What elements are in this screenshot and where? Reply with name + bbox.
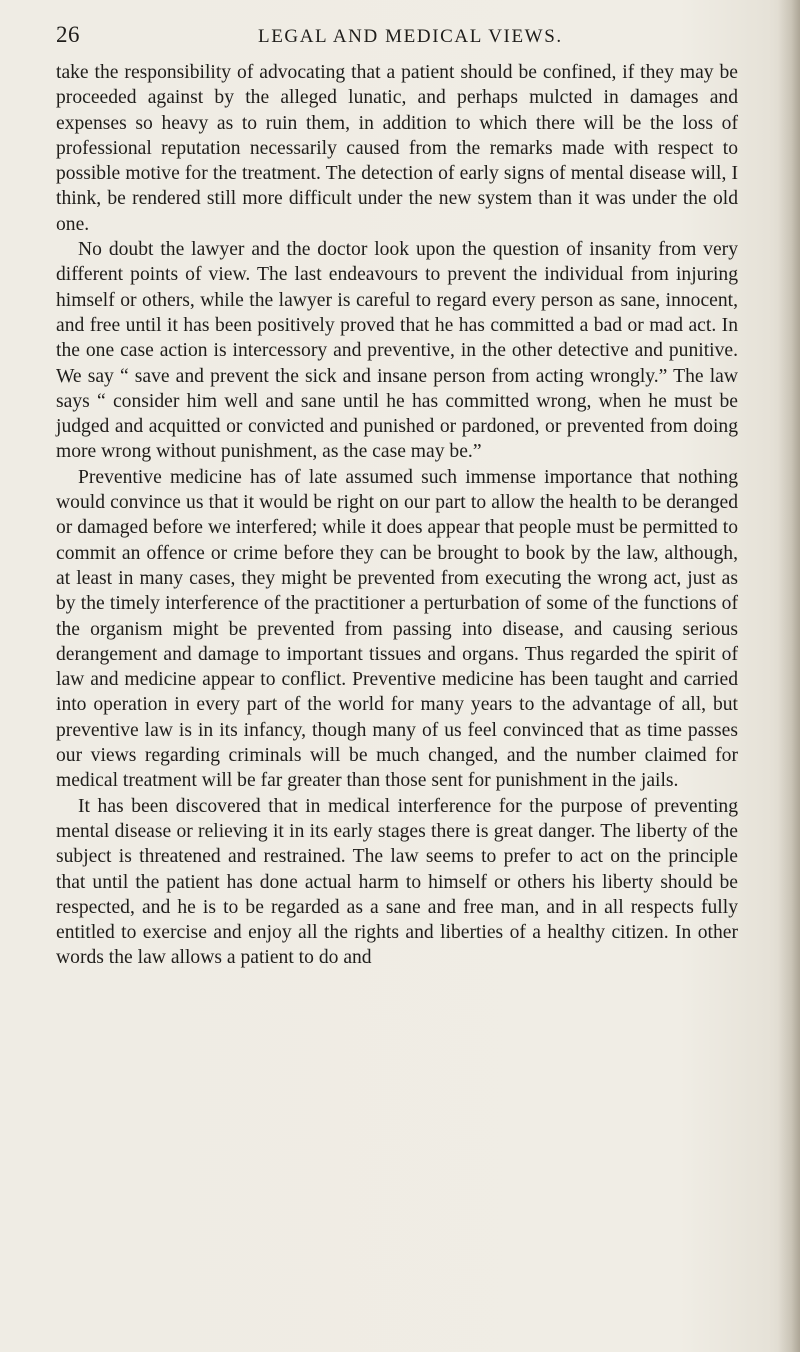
body-text xyxy=(56,60,738,971)
page-number: 26 xyxy=(56,22,80,47)
paragraph: take the responsibility of advocating that a patient should be confined, if they may be proceeded against by the alleged lunatic, and perhaps mulcted in damages and expenses so heavy as to ruin them, in addition to which there will be the loss of professional reputation necessarily caused from the remarks made with respect to possible motive for the treatment. The detection of early signs of mental disease will, I think, be rendered still more difficult under the new system than it was under the old one. xyxy=(56,62,738,235)
paragraph: No doubt the lawyer and the doctor look upon the question of insanity from very different points of view. The last endeavours to prevent the individual from injuring himself or others, while the lawyer is careful to regard every person as sane, innocent, and free until it has been positively proved that he has committed a bad or mad act. In the one case action is intercessory and preventive, in the other detective and punitive. We say “ save and prevent the sick and insane person from acting wrongly.” The law says “ consider him well and sane until he has committed wrong, when he must be judged and acquitted or convicted and punished or pardoned, or prevented from doing more wrong without punishment, as the case may be.” xyxy=(56,239,738,463)
paragraph: It has been discovered that in medical interference for the purpose of preventing mental disease or relieving it in its early stages there is great danger. The liberty of the subject is threatened and restrained. The law seems to prefer to act on the principle that until the patient has done actual harm to himself or others his liberty should be respected, and he is to be regarded as a sane and free man, and in all respects fully entitled to exercise and enjoy all the rights and liberties of a healthy citizen. In other words the law allows a patient to do and xyxy=(56,795,738,969)
page-edge-shadow xyxy=(778,0,800,1352)
paragraph: Preventive medicine has of late assumed such immense importance that nothing would convince us that it would be right on our part to allow the health to be deranged or damaged before we interfered; while it does appear that people must be permitted to commit an offence or crime before they can be brought to book by the law, although, at least in many cases, they might be prevented from executing the wrong act, just as by the timely interference of the practitioner a perturbation of some of the functions of the organism might be prevented from passing into disease, and causing serious derangement and damage to important tissues and organs. Thus regarded the spirit of law and medicine appear to conflict. Preventive medicine has been taught and carried into operation in every part of the world for many years to the advantage of all, but preventive law is in its infancy, though many of us feel convinced that as time passes our views regarding criminals will be much changed, and the number claimed for medical treatment will be far greater than those sent for punishment in the jails. xyxy=(56,466,738,792)
running-head xyxy=(56,22,756,56)
running-title: LEGAL AND MEDICAL VIEWS. xyxy=(258,26,563,47)
